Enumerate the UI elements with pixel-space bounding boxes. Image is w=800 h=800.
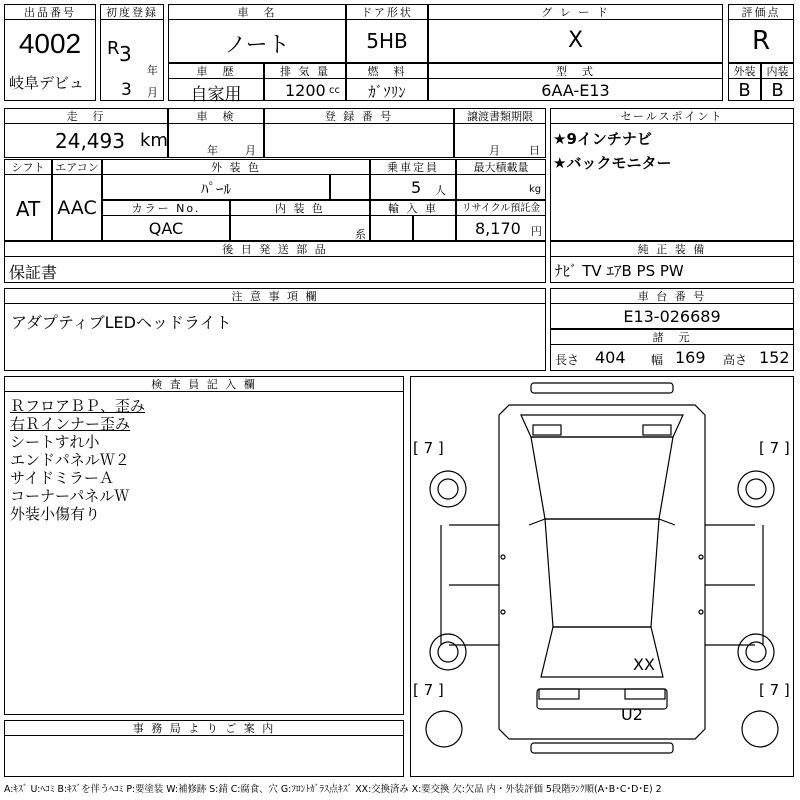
dims-cell xyxy=(550,344,794,371)
int-color-unit: 系 xyxy=(355,228,366,241)
tire-mark-front-right: [ 7 ] xyxy=(759,439,790,457)
hood-outline xyxy=(521,415,683,437)
front-bumper-outline xyxy=(531,383,673,393)
int-color-cell xyxy=(230,215,370,241)
notes-header: 注 意 事 項 欄 xyxy=(4,288,546,304)
transfer-header: 譲渡書類期限 xyxy=(454,108,546,124)
transfer-month-unit: 月 xyxy=(489,144,500,157)
model-cell xyxy=(428,78,723,101)
shift-cell xyxy=(4,174,52,241)
inspection-year-unit: 年 xyxy=(207,144,218,157)
car-name: ノート xyxy=(224,33,290,58)
car-name-cell xyxy=(168,19,346,63)
ac-value: AAC xyxy=(57,197,97,219)
sales-point-item: ★バックモニター xyxy=(553,154,672,172)
tire-mark-rear-left: [ 7 ] xyxy=(413,681,444,699)
fuel-cell xyxy=(346,78,428,101)
ac-cell xyxy=(52,174,102,241)
tire-mark-front-left: [ 7 ] xyxy=(413,439,444,457)
chassis-cell xyxy=(550,303,794,329)
dims-header: 諸 元 xyxy=(550,329,794,345)
headlight-left xyxy=(533,425,561,435)
history-cell xyxy=(168,78,264,105)
ext-color-cell xyxy=(102,174,330,200)
width-label: 幅 xyxy=(651,353,664,367)
office-cell xyxy=(4,735,404,777)
capacity-cell xyxy=(370,174,456,200)
lot-no-header: 出品番号 xyxy=(4,4,96,20)
reg-no-cell xyxy=(264,123,454,158)
int-color-header: 内 装 色 xyxy=(230,200,370,216)
lot-number: 4002 xyxy=(18,28,82,59)
displacement-header: 排 気 量 xyxy=(264,63,346,79)
length-value: 404 xyxy=(595,348,626,367)
wheel-front-left xyxy=(430,471,466,507)
recycle-header: リサイクル預託金 xyxy=(456,200,546,216)
import-header: 輸 入 車 xyxy=(370,200,456,216)
taillight-right xyxy=(625,689,665,699)
history-header: 車 歴 xyxy=(168,63,264,79)
first-reg-header: 初度登録 xyxy=(100,4,164,20)
chassis-value: E13-026689 xyxy=(623,307,721,326)
inspector-note-line: 外装小傷有り xyxy=(10,505,101,523)
chassis-header: 車 台 番 号 xyxy=(550,288,794,304)
grade-cell xyxy=(428,19,723,63)
tire-mark-rear-right: [ 7 ] xyxy=(759,681,790,699)
rear-bumper-bottom xyxy=(531,743,673,753)
office-header: 事 務 局 よ り ご 案 内 xyxy=(4,720,404,736)
lot-no-cell xyxy=(4,19,96,101)
later-parts-cell xyxy=(4,256,546,283)
inspector-cell xyxy=(4,391,404,715)
max-load-header: 最大積載量 xyxy=(456,159,546,175)
era-letter: R xyxy=(107,38,120,59)
score-value: R xyxy=(751,26,771,56)
windshield-outline xyxy=(531,437,673,519)
damage-diagram xyxy=(410,376,794,777)
month-value: 3 xyxy=(121,80,132,100)
model-value: 6AA-E13 xyxy=(541,81,610,100)
fuel-header: 燃 料 xyxy=(346,63,428,79)
history-value: 自家用 xyxy=(190,85,242,105)
headlight-right xyxy=(643,425,671,435)
ext-color-header: 外 装 色 xyxy=(102,159,370,175)
shift-header: シフト xyxy=(4,159,52,175)
recycle-cell xyxy=(456,215,546,241)
model-header: 型 式 xyxy=(428,63,723,79)
damage-mark-u2: U2 xyxy=(621,705,643,724)
mileage-value: 24,493 xyxy=(55,129,125,153)
import-cell-a xyxy=(370,215,413,241)
inspection-header: 車 検 xyxy=(168,108,264,124)
equipment-header: 純 正 装 備 xyxy=(550,241,794,257)
length-label: 長さ xyxy=(555,353,580,367)
displacement-unit: cc xyxy=(329,85,340,96)
score-cell xyxy=(728,19,794,63)
inspector-note-line: サイドミラーＡ xyxy=(10,469,114,487)
ac-header: エアコン xyxy=(52,159,102,175)
ext-color-value: ﾊﾟｰﾙ xyxy=(200,180,231,198)
max-load-cell xyxy=(456,174,546,200)
color-no-value: QAC xyxy=(148,219,184,238)
ext-color-extra-cell xyxy=(330,174,370,200)
sales-points-header: セールスポイント xyxy=(550,108,794,124)
right-side-outline xyxy=(705,525,763,645)
mileage-cell xyxy=(4,123,168,158)
color-no-cell xyxy=(102,215,230,241)
door-header: ドア形状 xyxy=(346,4,428,20)
recycle-value: 8,170 xyxy=(475,219,521,238)
inspector-note-line: ＲフロアＢＰ、歪み xyxy=(10,397,146,415)
mileage-header: 走 行 xyxy=(4,108,168,124)
wheel-front-right xyxy=(738,471,774,507)
inspector-note-line: 右Ｒインナー歪み xyxy=(10,415,131,433)
interior-cell xyxy=(761,78,794,101)
equipment-value: ﾅﾋﾞ TV ｴｱB PS PW xyxy=(555,262,684,280)
spare-wheel-right xyxy=(742,711,778,747)
capacity-value: 5 xyxy=(411,178,422,197)
door-value: 5HB xyxy=(366,29,408,53)
score-header: 評価点 xyxy=(728,4,794,20)
capacity-header: 乗車定員 xyxy=(370,159,456,175)
capacity-unit: 人 xyxy=(435,184,446,197)
legend-text: A:ｷｽﾞ U:ﾍｺﾐ B:ｷｽﾞを伴うﾍｺﾐ P:要塗装 W:補修跡 S:錆 C:腐食、穴 G:ﾌﾛﾝﾄｶﾞﾗｽ点ｷｽﾞ XX:交換済み X:要交換 欠:欠品 内・外装評価 5段階ﾗﾝｸ順(A･B･C･D･E) 2 xyxy=(4,784,662,795)
spare-wheel-left xyxy=(426,711,462,747)
inspection-cell xyxy=(168,123,264,158)
shift-value: AT xyxy=(15,197,41,221)
mileage-unit: km xyxy=(140,130,168,151)
wheel-rear-right xyxy=(738,634,774,670)
inspector-note-line: エンドパネルＷ２ xyxy=(10,451,130,469)
car-diagram-svg xyxy=(411,377,793,776)
transfer-day-unit: 日 xyxy=(529,144,540,157)
equipment-cell xyxy=(550,256,794,283)
exterior-cell xyxy=(728,78,761,101)
notes-text: アダプティブLEDヘッドライト xyxy=(11,313,232,332)
year-unit: 年 xyxy=(147,64,158,77)
grade-value: X xyxy=(567,28,584,53)
height-value: 152 xyxy=(759,348,790,367)
venue-name: 岐阜デビュ xyxy=(9,74,85,92)
recycle-unit: 円 xyxy=(531,225,542,238)
displacement-value: 1200 xyxy=(285,81,326,100)
inspector-notes xyxy=(10,397,145,523)
reg-no-header: 登 録 番 号 xyxy=(264,108,454,124)
transfer-cell xyxy=(454,123,546,158)
left-side-outline xyxy=(441,525,499,645)
roof-outline xyxy=(545,519,659,627)
interior-header: 内装 xyxy=(761,63,794,79)
grade-header: グ レ ー ド xyxy=(428,4,723,20)
inspector-note-line: シートすれ小 xyxy=(10,433,100,451)
wheel-rear-left xyxy=(430,634,466,670)
exterior-value: B xyxy=(738,80,751,101)
sales-points-cell xyxy=(550,123,794,241)
damage-mark-xx: XX xyxy=(633,655,655,674)
color-no-header: カラー No. xyxy=(102,200,230,216)
first-reg-cell xyxy=(100,19,164,101)
door-cell xyxy=(346,19,428,63)
era-year: 3 xyxy=(119,42,132,66)
width-value: 169 xyxy=(675,348,706,367)
interior-value: B xyxy=(771,80,784,101)
inspector-note-line: コーナーパネルＷ xyxy=(10,487,130,505)
later-parts-value: 保証書 xyxy=(9,263,58,282)
month-unit: 月 xyxy=(147,86,158,99)
displacement-cell xyxy=(264,78,346,101)
inspection-month-unit: 月 xyxy=(245,144,256,157)
import-cell-b xyxy=(413,215,456,241)
later-parts-header: 後 日 発 送 部 品 xyxy=(4,241,546,257)
exterior-header: 外装 xyxy=(728,63,761,79)
sales-point-item: ★9インチナビ xyxy=(553,130,652,148)
notes-cell xyxy=(4,303,546,371)
height-label: 高さ xyxy=(723,353,748,367)
inspector-header: 検 査 員 記 入 欄 xyxy=(4,376,404,392)
fuel-value: ｶﾞｿﾘﾝ xyxy=(368,83,406,101)
taillight-left xyxy=(539,689,579,699)
car-name-header: 車 名 xyxy=(168,4,346,20)
max-load-unit: kg xyxy=(529,184,542,195)
